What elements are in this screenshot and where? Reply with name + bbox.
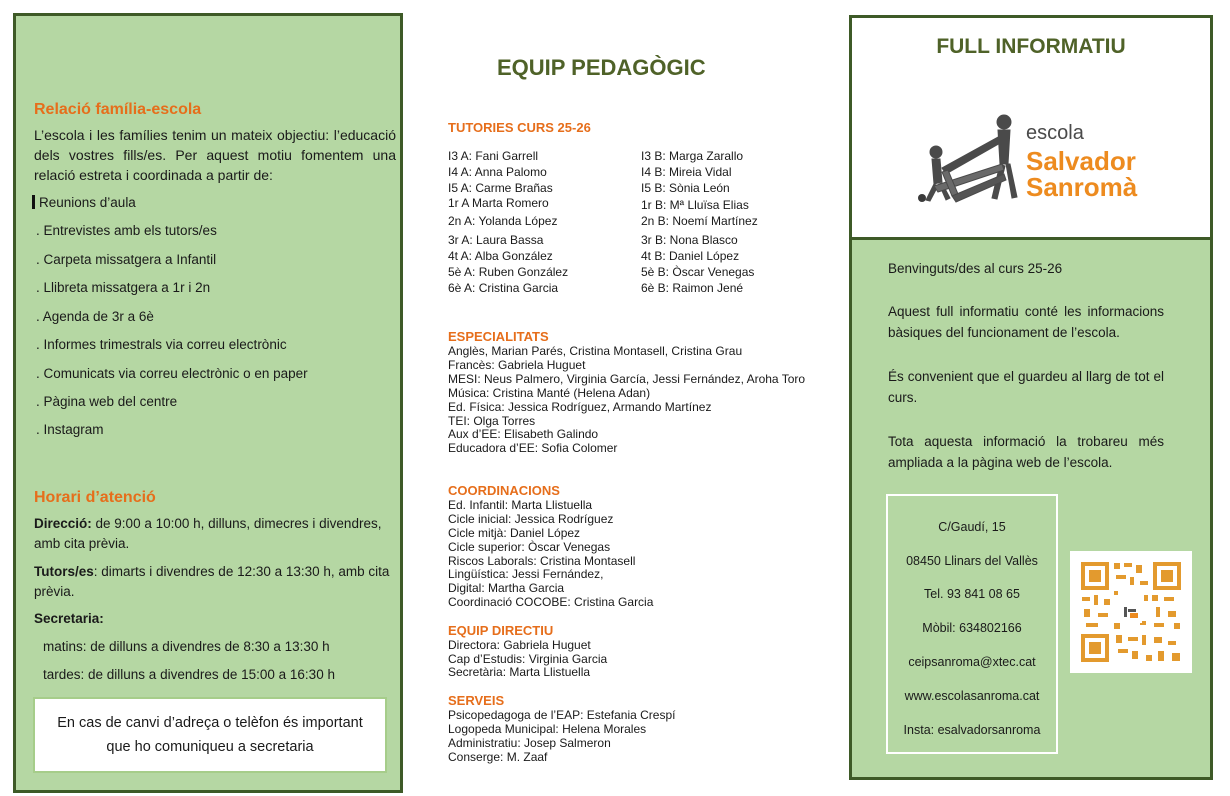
especialitat-line: Música: Cristina Manté (Helena Adan): [448, 386, 651, 400]
tutor-line: 3r B: Nona Blasco: [641, 233, 738, 247]
direccio-hours: Direcció: de 9:00 a 10:00 h, dilluns, dimecres i divendres, amb cita prèvia.: [34, 516, 382, 551]
tutor-line: 2n B: Noemí Martínez: [641, 214, 758, 228]
info-paragraph: Tota aquesta informació la trobareu més ampliada a la pàgina web de l’escola.: [888, 434, 1164, 470]
tutor-line: 3r A: Laura Bassa: [448, 233, 544, 247]
address-line: C/Gaudí, 15: [938, 520, 1006, 534]
directiu-line: Cap d’Estudis: Virginia Garcia: [448, 652, 608, 666]
especialitat-line: Anglès, Marian Parés, Cristina Montasell, Cristina Grau: [448, 344, 743, 358]
tutor-line: 4t B: Daniel López: [641, 249, 740, 263]
bullet-item: . Agenda de 3r a 6è: [36, 309, 154, 324]
info-paragraph: És convenient que el guardeu al llarg de tot el curs.: [888, 369, 1164, 405]
welcome-text: Benvinguts/des al curs 25-26: [888, 261, 1063, 276]
coordinacio-line: Ed. Infantil: Marta Llistuella: [448, 498, 593, 512]
directiu-heading: EQUIP DIRECTIU: [448, 623, 554, 638]
address-change-note: En cas de canvi d’adreça o telèfon és important que ho comuniqueu a secretaria: [33, 697, 387, 773]
especialitat-line: Ed. Física: Jessica Rodríguez, Armando Martínez: [448, 400, 712, 414]
bullet-item: Reunions d’aula: [32, 195, 136, 210]
bullet-item: . Instagram: [36, 422, 104, 437]
phone-line: Tel. 93 841 08 65: [924, 587, 1020, 601]
servei-line: Administratiu: Josep Salmeron: [448, 736, 611, 750]
especialitats-heading: ESPECIALITATS: [448, 329, 549, 344]
tutor-line: 5è B: Òscar Venegas: [641, 265, 755, 279]
tutor-line: I4 B: Mireia Vidal: [641, 165, 732, 179]
info-panel: [849, 15, 1213, 780]
tutor-line: 4t A: Alba González: [448, 249, 553, 263]
coordinacions-heading: COORDINACIONS: [448, 483, 560, 498]
relacio-title: Relació família-escola: [34, 101, 202, 118]
instagram-line: Insta: esalvadorsanroma: [903, 723, 1041, 737]
bullet-item: . Llibreta missatgera a 1r i 2n: [36, 280, 211, 295]
qr-code[interactable]: [1070, 551, 1192, 673]
tutor-line: 6è B: Raimon Jené: [641, 281, 744, 295]
servei-line: Logopeda Municipal: Helena Morales: [448, 722, 647, 736]
secretaria-matins: matins: de dilluns a divendres de 8:30 a 13:30 h: [43, 639, 330, 654]
school-logo-icon: [912, 112, 1022, 208]
website-line: www.escolasanroma.cat: [904, 689, 1040, 703]
servei-line: Conserge: M. Zaaf: [448, 750, 548, 764]
horari-title: Horari d’atenció: [34, 489, 156, 506]
coordinacio-line: Cicle mitjà: Daniel López: [448, 526, 581, 540]
logo-escola-text: escola: [1026, 122, 1084, 144]
especialitat-line: MESI: Neus Palmero, Virginia García, Jessi Fernández, Aroha Toro: [448, 372, 806, 386]
contact-box: [886, 494, 1058, 754]
servei-line: Psicopedagoga de l’EAP: Estefania Crespí: [448, 708, 676, 722]
city-line: 08450 Llinars del Vallès: [906, 554, 1038, 568]
tutor-line: I4 A: Anna Palomo: [448, 165, 547, 179]
tutor-line: I5 B: Sònia León: [641, 181, 730, 195]
coordinacio-line: Lingüística: Jessi Fernández,: [448, 567, 604, 581]
tutor-line: I5 A: Carme Brañas: [448, 181, 553, 195]
tutor-line: I3 A: Fani Garrell: [448, 149, 539, 163]
especialitat-line: Educadora d’EE: Sofia Colomer: [448, 441, 618, 455]
info-paragraph: Aquest full informatiu conté les informacions bàsiques del funcionament de l’escola.: [888, 304, 1164, 340]
email-line: ceipsanroma@xtec.cat: [908, 655, 1036, 669]
coordinacio-line: Cicle inicial: Jessica Rodríguez: [448, 512, 614, 526]
especialitat-line: TEI: Olga Torres: [448, 414, 536, 428]
logo-school-name: Salvador Sanromà: [1026, 146, 1138, 202]
tutor-line: 2n A: Yolanda López: [448, 214, 558, 228]
tutor-line: I3 B: Marga Zarallo: [641, 149, 744, 163]
coordinacio-line: Riscos Laborals: Cristina Montasell: [448, 554, 636, 568]
tutor-line: 1r A Marta Romero: [448, 196, 549, 210]
bullet-item: . Carpeta missatgera a Infantil: [36, 252, 217, 267]
coordinacio-line: Cicle superior: Òscar Venegas: [448, 540, 611, 554]
bullet-item: . Informes trimestrals via correu electrònic: [36, 337, 287, 352]
tutor-line: 1r B: Mª Lluïsa Elias: [641, 198, 749, 212]
relacio-text: L’escola i les famílies tenim un mateix objectiu: l’educació dels vostres fills/es. Per aquest motiu fomentem una relació estreta i coordinada a partir de:: [34, 127, 396, 183]
mobile-line: Mòbil: 634802166: [922, 621, 1022, 635]
bullet-item: . Pàgina web del centre: [36, 394, 178, 409]
bullet-item: . Comunicats via correu electrònic o en paper: [36, 366, 308, 381]
tutor-line: 5è A: Ruben González: [448, 265, 569, 279]
tutor-line: 6è A: Cristina Garcia: [448, 281, 559, 295]
full-informatiu-title: FULL INFORMATIU: [936, 35, 1126, 58]
qr-code-icon: [1070, 551, 1192, 673]
tutors-hours: Tutors/es: dimarts i divendres de 12:30 a 13:30 h, amb cita prèvia.: [34, 564, 390, 599]
directiu-line: Secretària: Marta Llistuella: [448, 665, 591, 679]
cover-header: [852, 18, 1210, 240]
secretaria-tardes: tardes: de dilluns a divendres de 15:00 a 16:30 h: [43, 667, 335, 682]
family-school-panel: [13, 13, 403, 793]
directiu-line: Directora: Gabriela Huguet: [448, 638, 591, 652]
coordinacio-line: Coordinació COCOBE: Cristina Garcia: [448, 595, 654, 609]
coordinacio-line: Digital: Martha Garcia: [448, 581, 565, 595]
serveis-heading: SERVEIS: [448, 693, 505, 708]
equip-title: EQUIP PEDAGÒGIC: [497, 55, 706, 80]
especialitat-line: Francès: Gabriela Huguet: [448, 358, 586, 372]
bullet-item: . Entrevistes amb els tutors/es: [36, 223, 217, 238]
tutories-heading: TUTORIES CURS 25-26: [448, 120, 591, 135]
secretaria-label: Secretaria:: [34, 611, 104, 626]
especialitat-line: Aux d’EE: Elisabeth Galindo: [448, 427, 599, 441]
